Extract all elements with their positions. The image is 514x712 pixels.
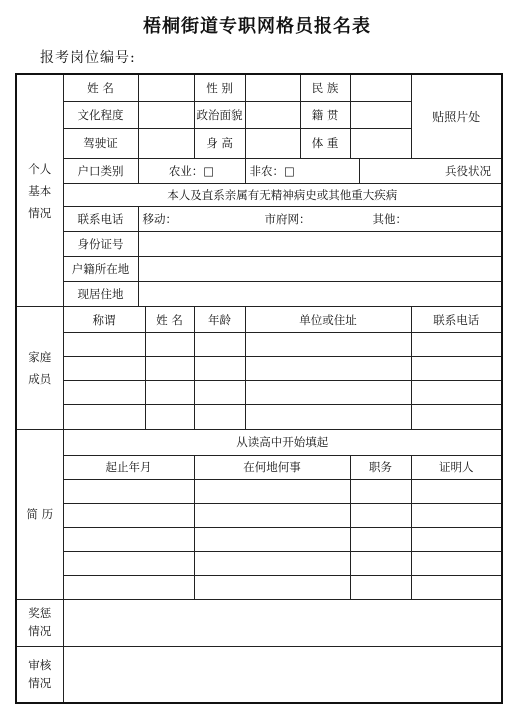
label-ethnicity: 民 族: [300, 74, 350, 101]
position-code-label: 报考岗位编号:: [40, 50, 136, 66]
label-gender: 性 别: [194, 74, 245, 101]
field-weight[interactable]: [350, 128, 411, 158]
resume-cell[interactable]: [194, 551, 350, 575]
header-relation: 称谓: [63, 307, 145, 333]
family-cell[interactable]: [194, 405, 245, 429]
family-cell[interactable]: [245, 405, 411, 429]
resume-cell[interactable]: [411, 551, 502, 575]
option-nonagri[interactable]: 非农：□: [245, 158, 359, 183]
label-disease-history: 本人及直系亲属有无精神病史或其他重大疾病: [63, 183, 502, 206]
family-row: [16, 357, 502, 381]
family-row: [16, 405, 502, 429]
resume-cell[interactable]: [194, 503, 350, 527]
resume-cell[interactable]: [194, 527, 350, 551]
field-height[interactable]: [245, 128, 300, 158]
family-cell[interactable]: [63, 405, 145, 429]
label-current-address: 现居住地: [63, 282, 138, 307]
family-cell[interactable]: [145, 333, 194, 357]
resume-row: [16, 551, 502, 575]
label-license: 驾驶证: [63, 128, 138, 158]
header-employer-address: 单位或住址: [245, 307, 411, 333]
family-cell[interactable]: [245, 381, 411, 405]
family-cell[interactable]: [63, 381, 145, 405]
section-personal: 个人基本情况: [16, 74, 63, 307]
resume-cell[interactable]: [350, 479, 411, 503]
form-title: 梧桐街道专职网格员报名表: [143, 16, 371, 37]
resume-row: [16, 575, 502, 599]
field-id-number[interactable]: [138, 231, 502, 256]
family-cell[interactable]: [145, 381, 194, 405]
field-review[interactable]: [63, 647, 502, 703]
header-period: 起止年月: [63, 455, 194, 479]
option-agri[interactable]: 农业：□: [138, 158, 245, 183]
resume-cell[interactable]: [411, 503, 502, 527]
resume-cell[interactable]: [194, 575, 350, 599]
label-contact: 联系电话: [63, 206, 138, 231]
resume-cell[interactable]: [350, 503, 411, 527]
family-row: [16, 333, 502, 357]
resume-row: [16, 527, 502, 551]
resume-row: [16, 503, 502, 527]
resume-cell[interactable]: [350, 551, 411, 575]
family-cell[interactable]: [245, 357, 411, 381]
label-weight: 体 重: [300, 128, 350, 158]
family-row: [16, 381, 502, 405]
resume-cell[interactable]: [63, 479, 194, 503]
family-cell[interactable]: [411, 357, 502, 381]
label-military: 兵役状况: [359, 158, 502, 183]
label-political: 政治面貌: [194, 101, 245, 128]
resume-cell[interactable]: [63, 575, 194, 599]
family-cell[interactable]: [63, 357, 145, 381]
header-witness: 证明人: [411, 455, 502, 479]
field-native-place[interactable]: [350, 101, 411, 128]
section-resume: 简 历: [16, 429, 63, 599]
resume-cell[interactable]: [63, 503, 194, 527]
header-duty: 职务: [350, 455, 411, 479]
label-other: 其他：: [372, 211, 407, 226]
label-native-place: 籍 贯: [300, 101, 350, 128]
family-cell[interactable]: [411, 333, 502, 357]
label-mobile: 移动：: [142, 211, 177, 226]
family-cell[interactable]: [411, 381, 502, 405]
field-current-address[interactable]: [138, 282, 502, 307]
header-family-phone: 联系电话: [411, 307, 502, 333]
field-license[interactable]: [138, 128, 194, 158]
resume-cell[interactable]: [63, 551, 194, 575]
header-age: 年龄: [194, 307, 245, 333]
resume-cell[interactable]: [411, 575, 502, 599]
section-review: 审核情况: [16, 647, 63, 703]
header-family-name: 姓 名: [145, 307, 194, 333]
registration-form-table: [15, 73, 503, 704]
resume-row: [16, 479, 502, 503]
resume-cell[interactable]: [411, 479, 502, 503]
label-id-number: 身份证号: [63, 231, 138, 256]
field-awards[interactable]: [63, 599, 502, 646]
field-contact[interactable]: [138, 206, 502, 231]
section-family: 家庭成员: [16, 307, 63, 429]
family-cell[interactable]: [194, 357, 245, 381]
family-cell[interactable]: [63, 333, 145, 357]
resume-cell[interactable]: [350, 575, 411, 599]
field-name[interactable]: [138, 74, 194, 101]
header-place-activity: 在何地何事: [194, 455, 350, 479]
label-education: 文化程度: [63, 101, 138, 128]
field-ethnicity[interactable]: [350, 74, 411, 101]
family-cell[interactable]: [194, 381, 245, 405]
label-hukou-address: 户籍所在地: [63, 257, 138, 282]
resume-cell[interactable]: [411, 527, 502, 551]
resume-cell[interactable]: [63, 527, 194, 551]
family-cell[interactable]: [194, 333, 245, 357]
label-name: 姓 名: [63, 74, 138, 101]
family-cell[interactable]: [245, 333, 411, 357]
family-cell[interactable]: [145, 357, 194, 381]
field-gender[interactable]: [245, 74, 300, 101]
resume-cell[interactable]: [194, 479, 350, 503]
field-hukou-address[interactable]: [138, 257, 502, 282]
resume-cell[interactable]: [350, 527, 411, 551]
family-cell[interactable]: [145, 405, 194, 429]
field-political[interactable]: [245, 101, 300, 128]
section-awards: 奖惩情况: [16, 599, 63, 646]
family-cell[interactable]: [411, 405, 502, 429]
label-hukou-type: 户口类别: [63, 158, 138, 183]
label-height: 身 高: [194, 128, 245, 158]
label-city-network: 市府网：: [264, 211, 311, 226]
resume-note: 从读高中开始填起: [63, 429, 502, 455]
field-education[interactable]: [138, 101, 194, 128]
photo-placeholder: 贴照片处: [411, 74, 502, 158]
